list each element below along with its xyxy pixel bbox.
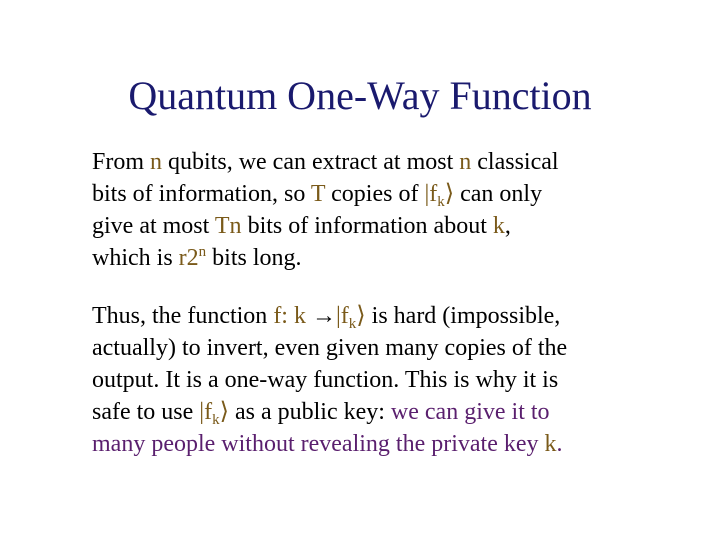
p1-line-4: which is r2$^n$ bits long.: [92, 244, 302, 271]
p2-line-3: output. It is a one-way function. This is why it is: [92, 367, 559, 393]
p2-line-2: actually) to invert, even given many copies of the: [92, 335, 568, 361]
arrow-icon: →: [311, 303, 336, 329]
p1-line-1: From n qubits, we can extract at most n classical: [92, 149, 559, 175]
p2-line-1: Thus, the function f: $k \to|f_k⟩$ is hard (impossible,: [92, 303, 561, 332]
p2-line-5: many people without revealing the private key k.: [92, 431, 563, 457]
ket-fk: $|f_k⟩$: [424, 181, 455, 210]
ket-fk: $|f_k⟩$: [199, 399, 229, 428]
p2-line-4: safe to use $|f_k⟩$ as a public key: we can give it to: [92, 399, 550, 428]
p1-line-2: bits of information, so T copies of $|f_k⟩$ can only: [92, 181, 543, 210]
slide-title: Quantum One-Way Function: [128, 73, 592, 118]
paragraph-one-way-function: [92, 300, 692, 460]
paragraph-information-bound: [92, 146, 692, 274]
p1-line-3: give at most Tn bits of information about k,: [92, 213, 511, 239]
ket-fk: $|f_k⟩$: [335, 303, 366, 332]
